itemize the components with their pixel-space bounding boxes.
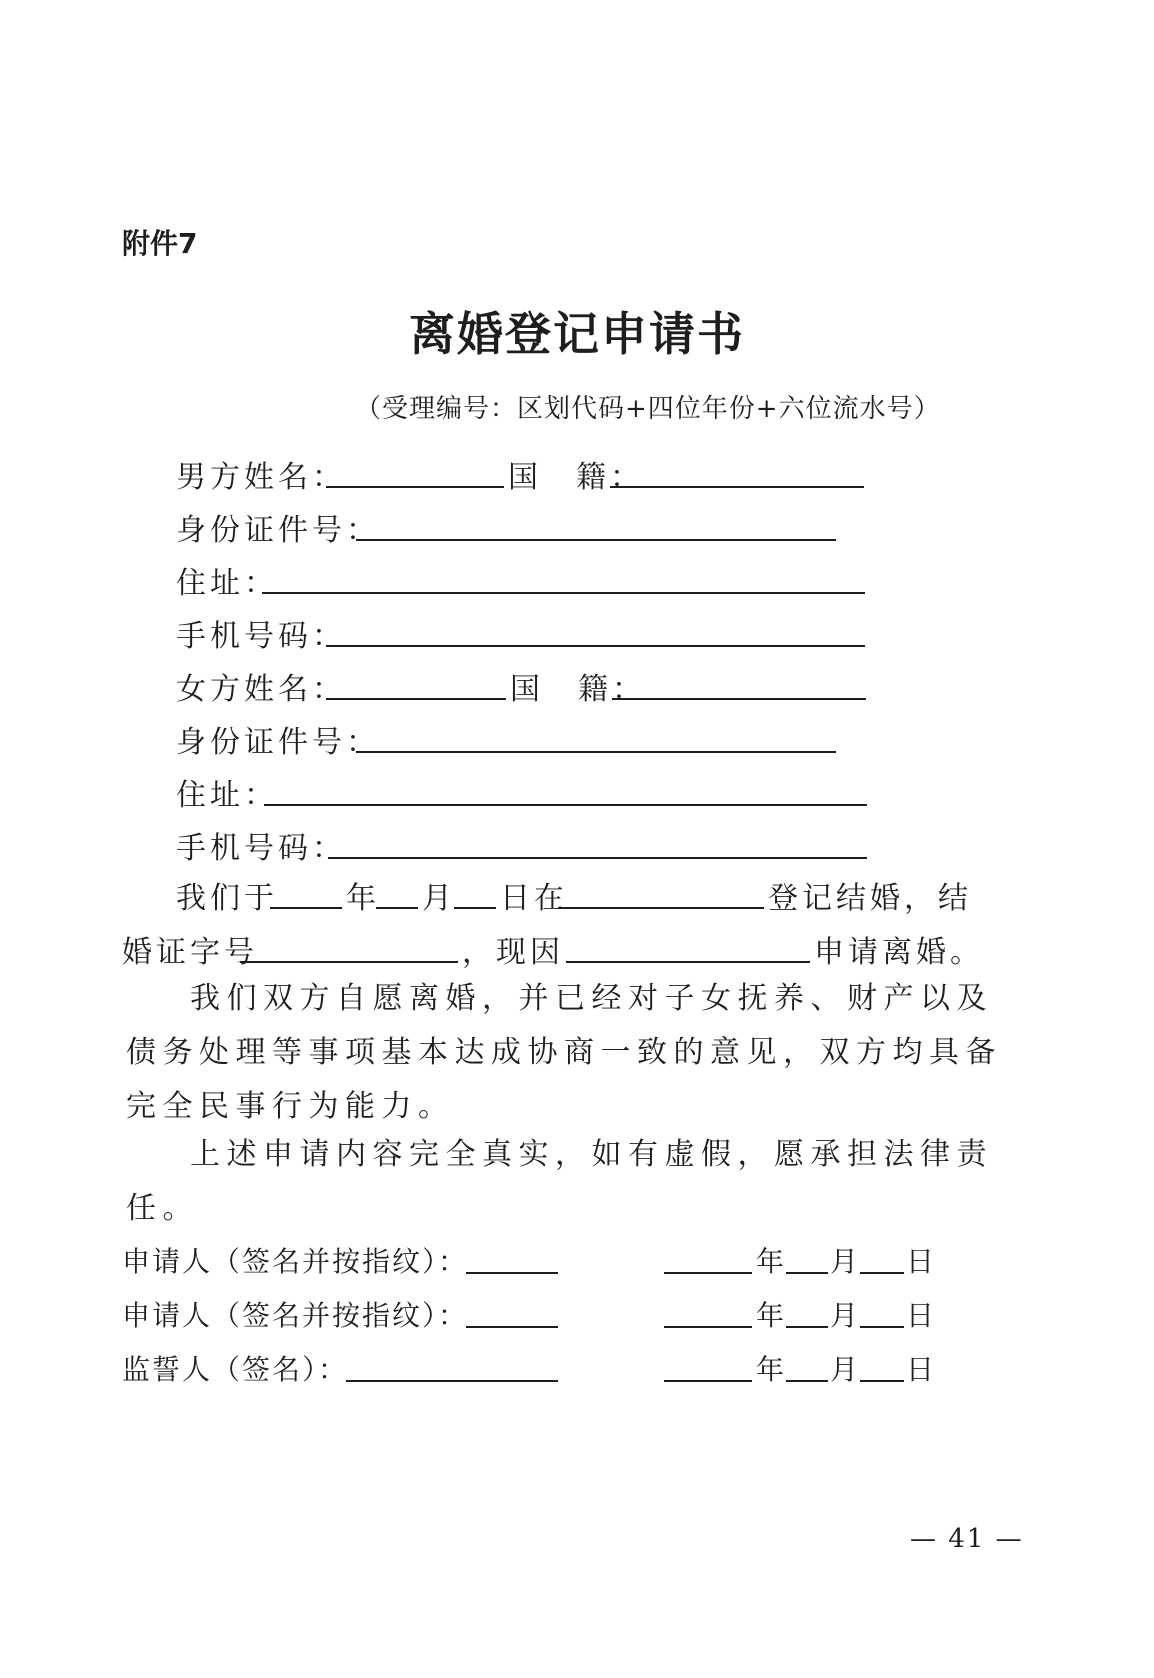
- witness-month-field[interactable]: [786, 1380, 828, 1382]
- marriage-place-field[interactable]: [558, 907, 764, 909]
- marriage-year-unit: 年: [346, 881, 380, 916]
- marriage-registered-text: 登记结婚，结: [768, 881, 972, 916]
- male-phone-field[interactable]: [326, 645, 865, 647]
- marriage-reason-field[interactable]: [566, 961, 810, 963]
- marriage-day-place-text: 日在: [500, 881, 568, 916]
- male-id-field[interactable]: [356, 539, 836, 541]
- applicant-1-day-field[interactable]: [860, 1272, 904, 1274]
- female-name-field[interactable]: [326, 698, 506, 700]
- applicant-1-year-unit: 年: [756, 1245, 787, 1278]
- applicant-2-day-unit: 日: [906, 1299, 937, 1332]
- applicant-2-year-field[interactable]: [664, 1326, 752, 1328]
- applicant-1-signature-label: 申请人（签名并按指纹）：: [122, 1245, 469, 1278]
- applicant-1-signature-field[interactable]: [466, 1272, 558, 1274]
- female-id-label: 身份证件号：: [176, 725, 380, 760]
- witness-year-unit: 年: [756, 1353, 787, 1386]
- witness-year-field[interactable]: [664, 1380, 752, 1382]
- applicant-2-day-field[interactable]: [860, 1326, 904, 1328]
- female-name-label: 女方姓名：: [176, 672, 346, 707]
- applicant-2-signature-field[interactable]: [466, 1326, 558, 1328]
- applicant-1-day-unit: 日: [906, 1245, 937, 1278]
- applicant-1-month-field[interactable]: [786, 1272, 828, 1274]
- marriage-apply-text: 申请离婚。: [814, 935, 984, 970]
- acceptance-number-note: （受理编号：区划代码+四位年份+六位流水号）: [355, 394, 941, 424]
- male-name-field[interactable]: [326, 486, 504, 488]
- female-address-field[interactable]: [264, 804, 867, 806]
- female-id-field[interactable]: [356, 751, 836, 753]
- applicant-1-year-field[interactable]: [664, 1272, 752, 1274]
- attachment-label: 附件7: [122, 227, 198, 260]
- applicant-2-signature-label: 申请人（签名并按指纹）：: [122, 1299, 469, 1332]
- female-address-label: 住址：: [176, 778, 278, 813]
- marriage-cert-field[interactable]: [240, 961, 458, 963]
- male-address-label: 住址：: [176, 566, 278, 601]
- marriage-reason-label: ，现因: [462, 935, 564, 970]
- female-phone-field[interactable]: [328, 857, 867, 859]
- applicant-2-year-unit: 年: [756, 1299, 787, 1332]
- female-nationality-field[interactable]: [612, 698, 866, 700]
- witness-signature-label: 监誓人（签名）：: [122, 1353, 349, 1386]
- witness-day-unit: 日: [906, 1353, 937, 1386]
- marriage-day-field[interactable]: [454, 907, 496, 909]
- page-number: — 41 —: [910, 1524, 1024, 1554]
- agreement-paragraph: 我们双方自愿离婚，并已经对子女抚养、财产以及债务处理等事项基本达成协商一致的意见，双方均具备完全民事行为能力。: [126, 981, 1002, 1124]
- page-title: 离婚登记申请书: [409, 307, 745, 361]
- male-phone-label: 手机号码：: [176, 619, 346, 654]
- marriage-we-on-text: 我们于: [176, 881, 278, 916]
- marriage-cert-label: 婚证字号: [122, 935, 258, 970]
- applicant-2-month-field[interactable]: [786, 1326, 828, 1328]
- male-name-label: 男方姓名：: [176, 460, 346, 495]
- male-address-field[interactable]: [262, 592, 865, 594]
- applicant-1-month-unit: 月: [830, 1245, 861, 1278]
- marriage-month-unit: 月: [422, 881, 456, 916]
- witness-day-field[interactable]: [860, 1380, 904, 1382]
- female-phone-label: 手机号码：: [176, 831, 346, 866]
- witness-signature-field[interactable]: [346, 1380, 558, 1382]
- male-id-label: 身份证件号：: [176, 513, 380, 548]
- male-nationality-label: 国 籍：: [508, 460, 644, 495]
- marriage-month-field[interactable]: [376, 907, 418, 909]
- female-nationality-label: 国 籍：: [510, 672, 646, 707]
- male-nationality-field[interactable]: [610, 486, 864, 488]
- applicant-2-month-unit: 月: [830, 1299, 861, 1332]
- marriage-year-field[interactable]: [270, 907, 342, 909]
- truth-declaration-paragraph: 上述申请内容完全真实，如有虚假，愿承担法律责任。: [126, 1137, 993, 1226]
- witness-month-unit: 月: [830, 1353, 861, 1386]
